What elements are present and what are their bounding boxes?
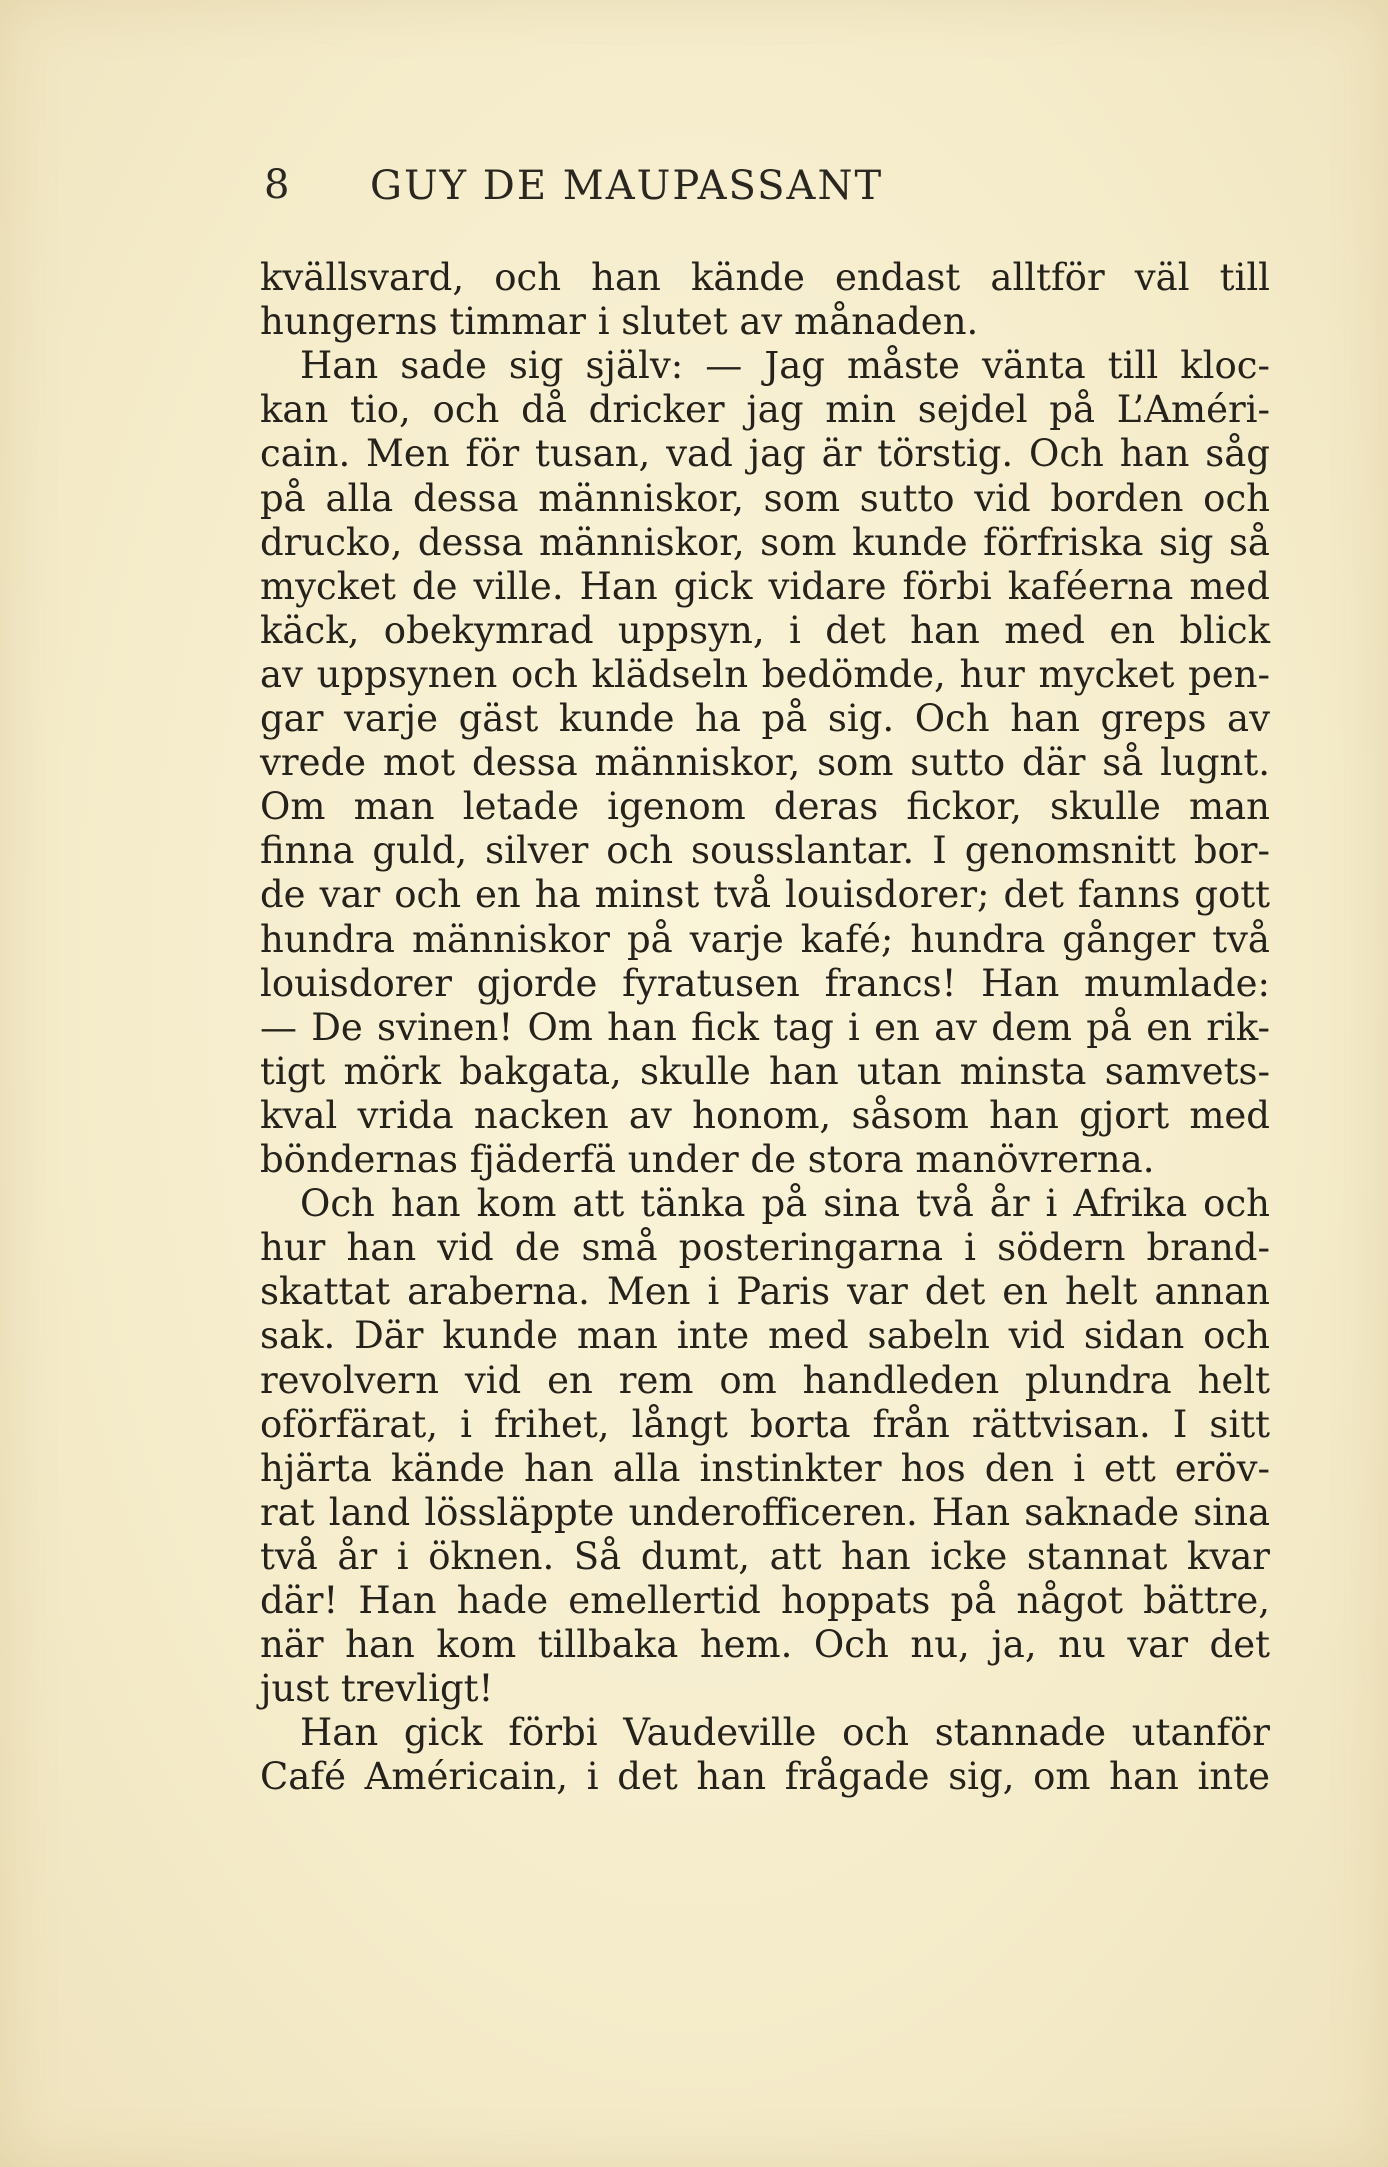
text-line: kval vrida nacken av honom, såsom han gjort med	[260, 1094, 1270, 1137]
text-line: cain. Men för tusan, vad jag är törstig. Och han såg	[260, 432, 1270, 475]
text-line: Han sade sig själv: — Jag måste vänta till kloc-	[300, 344, 1270, 387]
text-line: revolvern vid en rem om handleden plundra helt	[260, 1359, 1270, 1402]
text-line: finna guld, silver och sousslantar. I genomsnitt bor-	[260, 829, 1270, 872]
text-line: just trevligt!	[260, 1667, 494, 1710]
text-line: när han kom tillbaka hem. Och nu, ja, nu var det	[260, 1623, 1270, 1666]
text-line: käck, obekymrad uppsyn, i det han med en blick	[260, 609, 1270, 652]
text-line: sak. Där kunde man inte med sabeln vid sidan och	[260, 1314, 1270, 1357]
text-line: två år i öknen. Så dumt, att han icke stannat kvar	[260, 1535, 1270, 1578]
text-line: där! Han hade emellertid hoppats på något bättre,	[260, 1579, 1270, 1622]
page-number: 8	[264, 162, 290, 208]
text-line: hjärta kände han alla instinkter hos den i ett eröv-	[260, 1447, 1270, 1490]
text-line: Han gick förbi Vaudeville och stannade utanför	[300, 1711, 1270, 1754]
text-line: gar varje gäst kunde ha på sig. Och han greps av	[260, 697, 1270, 740]
text-line: hungerns timmar i slutet av månaden.	[260, 300, 979, 343]
running-head: GUY DE MAUPASSANT	[370, 163, 884, 209]
text-line: böndernas fjäderfä under de stora manövrerna.	[260, 1138, 1155, 1181]
text-line: Om man letade igenom deras fickor, skulle man	[260, 785, 1270, 828]
text-line: kan tio, och då dricker jag min sejdel på L’Améri-	[260, 388, 1270, 431]
body-text	[260, 254, 1270, 1854]
text-line: drucko, dessa människor, som kunde förfriska sig så	[260, 521, 1270, 564]
text-line: av uppsynen och klädseln bedömde, hur mycket pen-	[260, 653, 1270, 696]
text-line: rat land lössläppte underofficeren. Han saknade sina	[260, 1491, 1270, 1534]
text-line: louisdorer gjorde fyratusen francs! Han mumlade:	[260, 962, 1270, 1005]
text-line: kvällsvard, och han kände endast alltför väl till	[260, 256, 1270, 299]
text-line: hur han vid de små posteringarna i södern brand-	[260, 1226, 1270, 1269]
text-line: vrede mot dessa människor, som sutto där så lugnt.	[260, 741, 1270, 784]
text-line: mycket de ville. Han gick vidare förbi kaféerna med	[260, 565, 1270, 608]
text-line: hundra människor på varje kafé; hundra gånger två	[260, 918, 1270, 961]
text-line: oförfärat, i frihet, långt borta från rättvisan. I sitt	[260, 1403, 1270, 1446]
text-line: Och han kom att tänka på sina två år i Afrika och	[300, 1182, 1270, 1225]
text-line: på alla dessa människor, som sutto vid borden och	[260, 477, 1270, 520]
text-line: de var och en ha minst två louisdorer; det fanns gott	[260, 873, 1270, 916]
text-line: skattat araberna. Men i Paris var det en helt annan	[260, 1270, 1270, 1313]
text-line: — De svinen! Om han fick tag i en av dem på en rik-	[260, 1006, 1270, 1049]
text-line: Café Américain, i det han frågade sig, om han inte	[260, 1755, 1270, 1798]
text-line: tigt mörk bakgata, skulle han utan minsta samvets-	[260, 1050, 1270, 1093]
